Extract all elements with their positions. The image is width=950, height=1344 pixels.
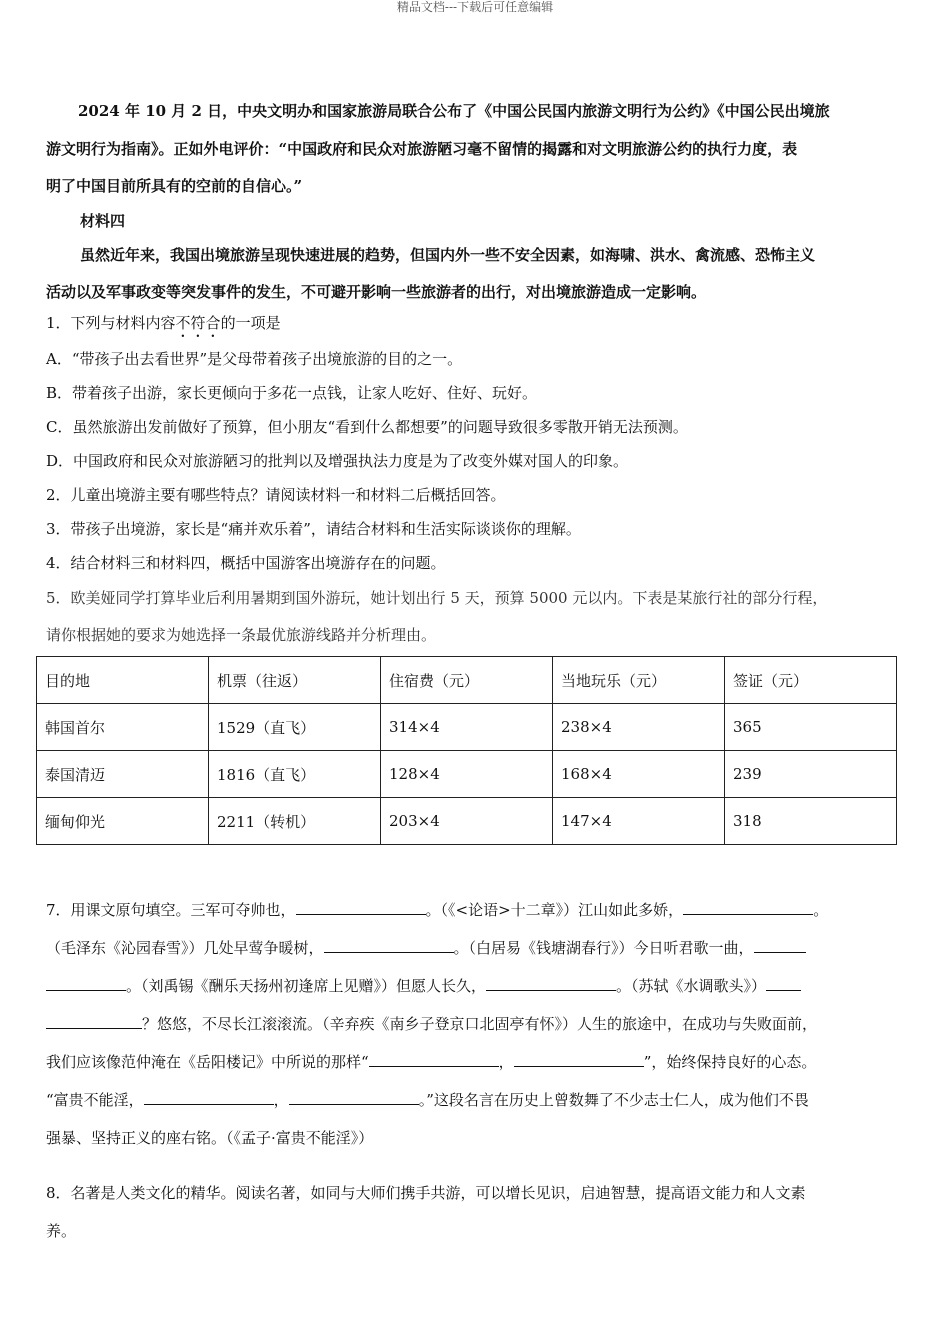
question-7-line2	[46, 931, 904, 965]
question-5-line2: 请你根据她的要求为她选择一条最优旅游线路并分析理由。	[46, 626, 437, 644]
page-header: 精品文档---下载后可任意编辑	[396, 0, 554, 14]
table-cell: 314×4	[381, 704, 553, 751]
q7-text: 。（《<论语>十二章》）江山如此多娇，	[425, 901, 684, 919]
header-cell: 签证（元）	[725, 657, 897, 704]
table-cell: 1816（直飞）	[209, 751, 381, 798]
table-cell: 168×4	[553, 751, 725, 798]
q7-text: 。（白居易《钱塘湖春行》）今日听君歌一曲，	[453, 939, 754, 957]
material3-line1: 2024 年 10 月 2 日，中央文明办和国家旅游局联合公布了《中国公民国内旅游文明行为公约》《中国公民出境旅	[78, 102, 830, 120]
table-cell: 318	[725, 798, 897, 845]
header-cell: 机票（往返）	[209, 657, 381, 704]
question-7-line3	[46, 969, 904, 1003]
question-1-stem	[46, 306, 904, 341]
itinerary-table	[36, 656, 897, 845]
table-cell: 1529（直飞）	[209, 704, 381, 751]
q1-option-a: A．“带孩子出去看世界”是父母带着孩子出境旅游的目的之一。	[46, 350, 463, 368]
material3-line3: 明了中国目前所具有的空前的自信心。”	[46, 177, 303, 195]
q7-text: 我们应该像范仲淹在《岳阳楼记》中所说的那样“	[46, 1053, 369, 1071]
question-8-line1: 8．名著是人类文化的精华。阅读名著，如同与大师们携手共游，可以增长见识，启迪智慧，提高语文能力和人文素	[46, 1184, 806, 1202]
question-5-line1: 5．欧美娅同学打算毕业后利用暑期到国外游玩，她计划出行 5 天，预算 5000 元以内。下表是某旅行社的部分行程，	[46, 589, 828, 607]
q7-text: 。（刘禹锡《酬乐天扬州初逢席上见赠》）但愿人长久，	[126, 977, 487, 995]
table-cell: 韩国首尔	[37, 704, 209, 751]
q1-option-d: D．中国政府和民众对旅游陋习的批判以及增强执法力度是为了改变外媒对国人的印象。	[46, 452, 629, 470]
fill-blank[interactable]	[46, 1014, 142, 1029]
question-7-line1	[46, 893, 904, 927]
question-7-line5	[46, 1045, 904, 1079]
material4-line2: 活动以及军事政变等突发事件的发生，不可避开影响一些旅游者的出行，对出境旅游造成一定影响。	[46, 283, 707, 301]
question-8-line2: 养。	[46, 1222, 77, 1240]
q7-text: 7．用课文原句填空。三军可夺帅也，	[46, 901, 296, 919]
q7-text: ”，始终保持良好的心态。	[643, 1053, 817, 1071]
table-row	[37, 704, 897, 751]
question-7-line6	[46, 1083, 904, 1117]
material4-line1: 虽然近年来，我国出境旅游呈现快速进展的趋势，但国内外一些不安全因素，如海啸、洪水、禽流感、恐怖主义	[80, 246, 816, 264]
q7-text: ，	[273, 1091, 289, 1109]
table-cell: 缅甸仰光	[37, 798, 209, 845]
fill-blank[interactable]	[296, 900, 426, 915]
fill-blank[interactable]	[766, 976, 801, 991]
q7-text: ，	[498, 1053, 514, 1071]
table-cell: 203×4	[381, 798, 553, 845]
q1-stem-before: 1．下列与材料内容	[46, 314, 176, 332]
material4-title: 材料四	[80, 212, 126, 230]
q7-text: 。”这段名言在历史上曾数舞了不少志士仁人，成为他们不畏	[418, 1091, 809, 1109]
table-cell: 128×4	[381, 751, 553, 798]
q7-text: （毛泽东《沁园春雪》）几处早莺争暖树，	[46, 939, 324, 957]
question-3: 3．带孩子出境游，家长是“痛并欢乐着”，请结合材料和生活实际谈谈你的理解。	[46, 520, 581, 538]
q1-option-b: B．带着孩子出游，家长更倾向于多花一点钱，让家人吃好、住好、玩好。	[46, 384, 538, 402]
q7-text: 。	[813, 901, 829, 919]
fill-blank[interactable]	[486, 976, 616, 991]
table-cell: 泰国清迈	[37, 751, 209, 798]
q7-text: ？悠悠，不尽长江滚滚流。（辛弃疾《南乡子登京口北固亭有怀》）人生的旅途中，在成功与失败面前，	[142, 1015, 818, 1033]
q1-stem-emphasis: 不符合	[175, 314, 221, 332]
question-7-line4	[46, 1007, 904, 1041]
q7-text: 。（苏轼《水调歌头》）	[616, 977, 767, 995]
table-row	[37, 798, 897, 845]
fill-blank[interactable]	[754, 938, 806, 953]
header-cell: 目的地	[37, 657, 209, 704]
table-row	[37, 751, 897, 798]
fill-blank[interactable]	[324, 938, 454, 953]
material3-line2: 游文明行为指南》。正如外电评价：“中国政府和民众对旅游陋习毫不留情的揭露和对文明旅游公约的执行力度，表	[46, 140, 798, 158]
table-header-row	[37, 657, 897, 704]
q1-stem-after: 的一项是	[220, 314, 281, 332]
fill-blank[interactable]	[369, 1052, 499, 1067]
fill-blank[interactable]	[144, 1090, 274, 1105]
fill-blank[interactable]	[46, 976, 126, 991]
header-cell: 住宿费（元）	[381, 657, 553, 704]
table-cell: 2211（转机）	[209, 798, 381, 845]
question-4: 4．结合材料三和材料四，概括中国游客出境游存在的问题。	[46, 554, 446, 572]
q7-text: “富贵不能淫，	[46, 1091, 144, 1109]
question-2: 2．儿童出境游主要有哪些特点？请阅读材料一和材料二后概括回答。	[46, 486, 506, 504]
q1-option-c: C．虽然旅游出发前做好了预算，但小朋友“看到什么都想要”的问题导致很多零散开销无法预测。	[46, 418, 688, 436]
header-cell: 当地玩乐（元）	[553, 657, 725, 704]
fill-blank[interactable]	[514, 1052, 644, 1067]
table-cell: 147×4	[553, 798, 725, 845]
fill-blank[interactable]	[683, 900, 813, 915]
table-cell: 239	[725, 751, 897, 798]
table-cell: 365	[725, 704, 897, 751]
fill-blank[interactable]	[289, 1090, 419, 1105]
table-cell: 238×4	[553, 704, 725, 751]
question-7-line7: 强暴、坚持正义的座右铭。（《孟子·富贵不能淫》）	[46, 1129, 374, 1147]
